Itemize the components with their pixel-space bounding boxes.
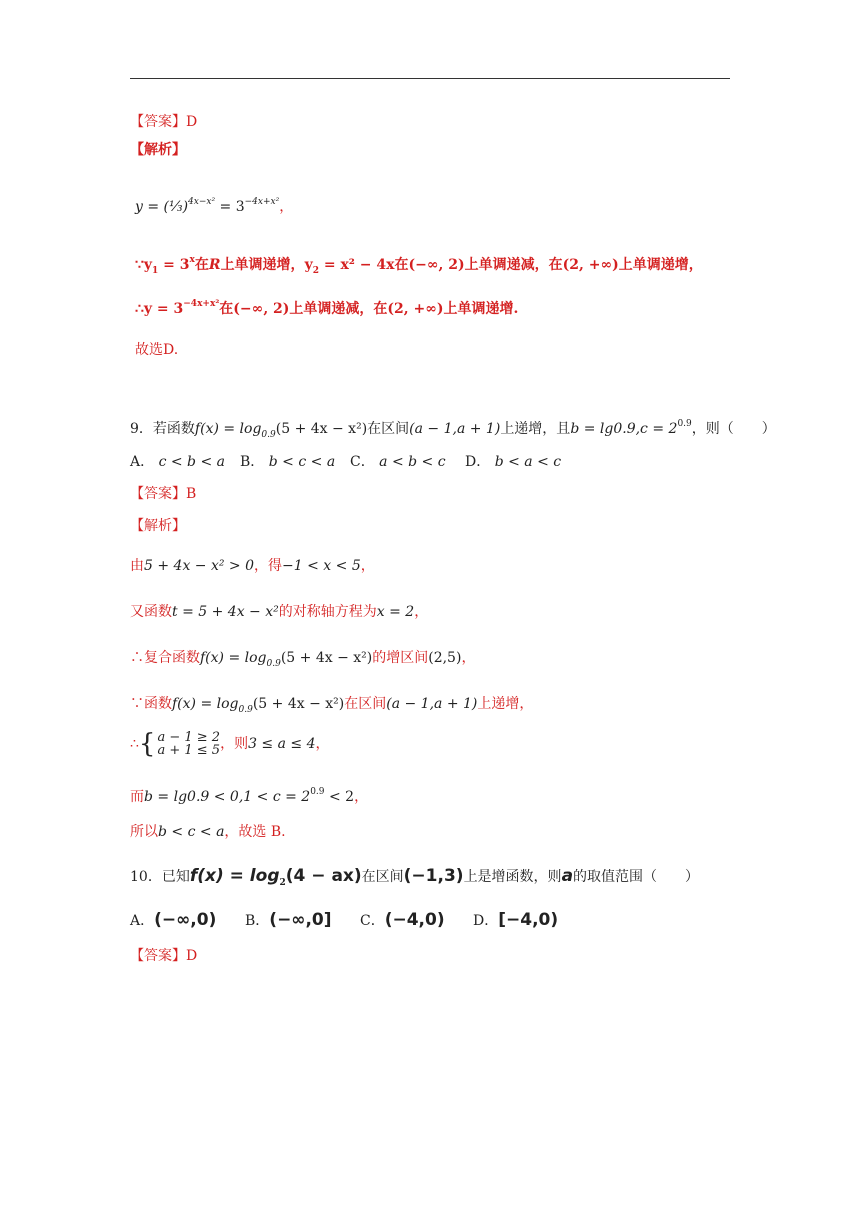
- eq-mid: = 3: [215, 199, 245, 215]
- mono-text: 在(−∞, 2)上单调递减，在(2, +∞)上单调递增.: [219, 301, 519, 317]
- eq-exp: 4x−x²: [188, 197, 216, 207]
- solution-line-1: [135, 192, 293, 217]
- q10-option-c: C．(−4,0): [360, 910, 445, 930]
- q10-arg: (4 − ax): [285, 866, 362, 886]
- q9-interval: (a − 1,a + 1): [409, 421, 501, 437]
- q9-step-3: ∴复合函数$f(x) = \log_{0.9}(5 + 4x - x^2)$的增区间(2,5)，: [130, 650, 476, 669]
- q9-step-5: ∴{ a − 1 ≥ 2 a + 1 ≤ 5，则3 ≤ a ≤ 4，: [130, 729, 330, 759]
- eq-tail: ，: [279, 199, 294, 215]
- brace-symbol: {: [138, 729, 156, 759]
- q10-in: 在区间: [361, 869, 404, 885]
- q9-func: f(x) = log: [194, 421, 262, 437]
- q9-sub: 0.9: [261, 430, 276, 440]
- therefore-y: ∴y = 3: [135, 301, 184, 317]
- q10-range: 的取值范围（ ）: [573, 869, 700, 885]
- q10-sub: 2: [279, 878, 286, 888]
- y2: y: [304, 257, 313, 273]
- in-text: 在: [194, 257, 209, 273]
- question-9-stem: [130, 414, 776, 445]
- eq-base: y = (⅓): [135, 199, 189, 215]
- analysis-label-8: 【解析】: [130, 142, 186, 158]
- q9-bc: b = lg0.9,c = 2: [570, 421, 678, 437]
- q9-inc: 上递增，且: [500, 421, 571, 437]
- answer-label-9: 【答案】B: [130, 486, 197, 502]
- q9-option-c: C． a < b < c: [350, 454, 446, 470]
- q10-inc: 上是增函数，则: [463, 869, 562, 885]
- q10-option-d: D．[−4,0): [473, 910, 559, 930]
- q9-num: 9．若函数: [130, 421, 195, 437]
- q9-then: ，则（ ）: [691, 421, 776, 437]
- exp-x: x: [189, 255, 195, 265]
- q10-option-a: A．(−∞,0): [130, 910, 217, 930]
- solution-line-3: [135, 294, 518, 319]
- q10-func: f(x) = log: [189, 866, 280, 886]
- q10-a: a: [561, 866, 574, 886]
- q9-exp: 0.9: [677, 419, 692, 429]
- header-rule: [130, 78, 730, 79]
- y2-expr: = x² − 4x: [318, 257, 395, 273]
- question-10-options: [130, 910, 558, 931]
- answer-label-8: 【答案】D: [130, 114, 198, 130]
- q9-arg: (5 + 4x − x²): [275, 421, 368, 437]
- solution-line-2: [135, 250, 703, 281]
- question-9-options: [130, 452, 561, 472]
- q10-option-b: B．(−∞,0]: [245, 910, 332, 930]
- eq-3: = 3: [158, 257, 190, 273]
- question-10-stem: [130, 866, 699, 893]
- sub-1: 1: [152, 266, 159, 276]
- y2-mono: 在(−∞, 2)上单调递减，在(2, +∞)上单调递增，: [394, 257, 703, 273]
- q9-option-a: A． c < b < a: [130, 454, 225, 470]
- eq-exp2: −4x+x²: [244, 197, 280, 207]
- q9-step-2: 又函数t = 5 + 4x − x²的对称轴方程为x = 2，: [130, 604, 429, 620]
- mono-inc: 上单调递增，: [220, 257, 305, 273]
- sub-2: 2: [312, 266, 319, 276]
- q9-step-1: 由5 + 4x − x² > 0，得−1 < x < 5，: [130, 558, 375, 574]
- analysis-label-9: 【解析】: [130, 518, 186, 534]
- exp: −4x+x²: [183, 299, 220, 309]
- q9-step-4: ∵函数$f(x) = \log_{0.9}(5 + 4x - x^2)$在区间(a − 1,a + 1)上递增，: [130, 696, 534, 715]
- because-y: ∵y: [135, 257, 153, 273]
- q9-step-6: 而$b = \lg 0.9 < 0,1 < c = 2^{0.9} < 2$，: [130, 787, 369, 805]
- q9-in: 在区间: [367, 421, 410, 437]
- solution-line-4: 故选D.: [135, 342, 179, 358]
- set-r: R: [208, 257, 221, 273]
- q9-option-b: B． b < c < a: [240, 454, 336, 470]
- inequality-system: a − 1 ≥ 2 a + 1 ≤ 5: [157, 730, 221, 758]
- q10-interval: (−1,3): [403, 866, 464, 886]
- q9-step-7: 所以b < c < a，故选 B.: [130, 824, 286, 840]
- answer-label-10: 【答案】D: [130, 948, 198, 964]
- q10-num: 10．已知: [130, 869, 190, 885]
- q9-option-d: D． b < a < c: [465, 454, 562, 470]
